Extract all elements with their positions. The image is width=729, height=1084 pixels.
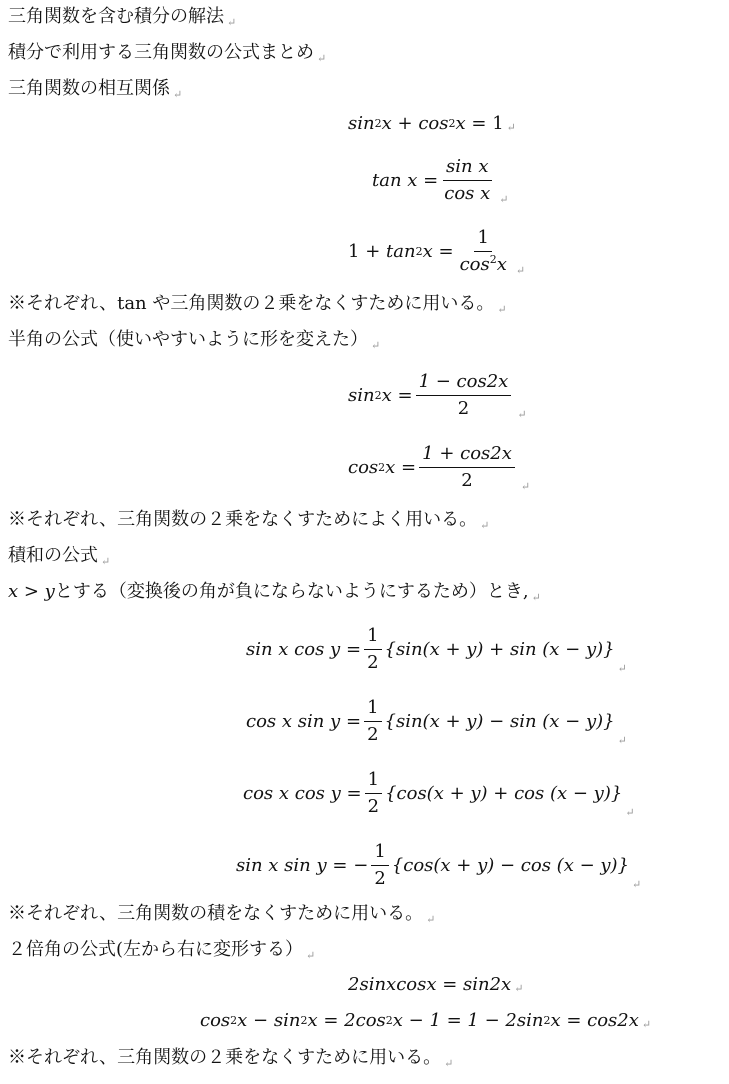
paragraph-mark: ↵ (531, 591, 541, 604)
formula-product-sum-4: sin x sin y = − $\frac{1}{2}$ {cos(x + y) − cos (x − y)} ↵ (236, 841, 642, 891)
condition-line: x > yとする（変換後の角が負にならないようにするため）とき, $_↵$ (8, 581, 541, 604)
paragraph-mark: ↵ (371, 339, 381, 352)
paragraph-mark: ↵ (641, 1018, 652, 1031)
formula-half-angle-sin: sin 2 x = $\frac{1 - \cos 2x}{2}$ ↵ (348, 371, 527, 421)
subtitle: 積分で利用する三角関数の公式まとめ $_↵$ (8, 42, 327, 65)
document-title: 三角関数を含む積分の解法 $_↵$ (8, 6, 237, 29)
paragraph-mark: ↵ (497, 303, 507, 316)
formula-pythagorean: sin 2 x + cos 2 x = 1 ↵ (348, 113, 516, 134)
formula-product-sum-1: sin x cos y = $\frac{1}{2}$ {sin(x + y) + sin (x − y)} ↵ (246, 625, 627, 675)
section-heading-product-sum: 積和の公式 $_↵$ (8, 545, 111, 568)
note-1: ※それぞれ、tan や三角関数の２乗をなくすために用いる。 $_↵$ (8, 293, 507, 316)
formula-half-angle-cos: cos 2 x = $\frac{1 + \cos 2x}{2}$ ↵ (348, 443, 531, 493)
paragraph-mark: ↵ (227, 16, 237, 29)
note-4: ※それぞれ、三角関数の２乗をなくすために用いる。 $_↵$ (8, 1047, 454, 1070)
section-heading-half-angle: 半角の公式（使いやすいように形を変えた） $_↵$ (8, 329, 381, 352)
paragraph-mark: ↵ (617, 662, 627, 675)
formula-tan: tan x = $\frac{\text{sin x}}{\text{cos x}}$ ↵ (372, 156, 509, 206)
paragraph-mark: ↵ (517, 408, 527, 421)
paragraph-mark: ↵ (506, 121, 516, 134)
formula-double-angle-cos: cos 2 x − sin 2 x = 2cos 2 x − 1 = 1 − 2sin 2 x = cos2x ↵ (200, 1010, 652, 1031)
paragraph-mark: ↵ (306, 949, 316, 962)
paragraph-mark: ↵ (625, 806, 635, 819)
formula-product-sum-3: cos x cos y = $\frac{1}{2}$ {cos(x + y) + cos (x − y)} ↵ (243, 769, 635, 819)
formula-double-angle-sin: 2sinxcosx = sin2x ↵ (348, 974, 524, 995)
paragraph-mark: ↵ (514, 982, 524, 995)
paragraph-mark: ↵ (520, 480, 531, 493)
paragraph-mark: ↵ (317, 52, 327, 65)
section-heading-mutual: 三角関数の相互関係 $_↵$ (8, 78, 183, 101)
formula-tan-squared: 1 + tan 2 x = $\frac{1}{\cos^2x}$ ↵ (348, 227, 526, 277)
formula-product-sum-2: cos x sin y = $\frac{1}{2}$ {sin(x + y) − sin (x − y)} ↵ (246, 697, 627, 747)
paragraph-mark: ↵ (515, 264, 526, 277)
paragraph-mark: ↵ (499, 193, 509, 206)
section-heading-double-angle: ２倍角の公式(左から右に変形する） $_↵$ (8, 939, 316, 962)
paragraph-mark: ↵ (426, 913, 436, 926)
paragraph-mark: ↵ (101, 555, 111, 568)
paragraph-mark: ↵ (632, 878, 642, 891)
note-2: ※それぞれ、三角関数の２乗をなくすためによく用いる。 $_↵$ (8, 509, 490, 532)
note-3: ※それぞれ、三角関数の積をなくすために用いる。 $_↵$ (8, 903, 436, 926)
paragraph-mark: ↵ (173, 88, 183, 101)
paragraph-mark: ↵ (480, 519, 490, 532)
paragraph-mark: ↵ (444, 1057, 454, 1070)
paragraph-mark: ↵ (617, 734, 627, 747)
